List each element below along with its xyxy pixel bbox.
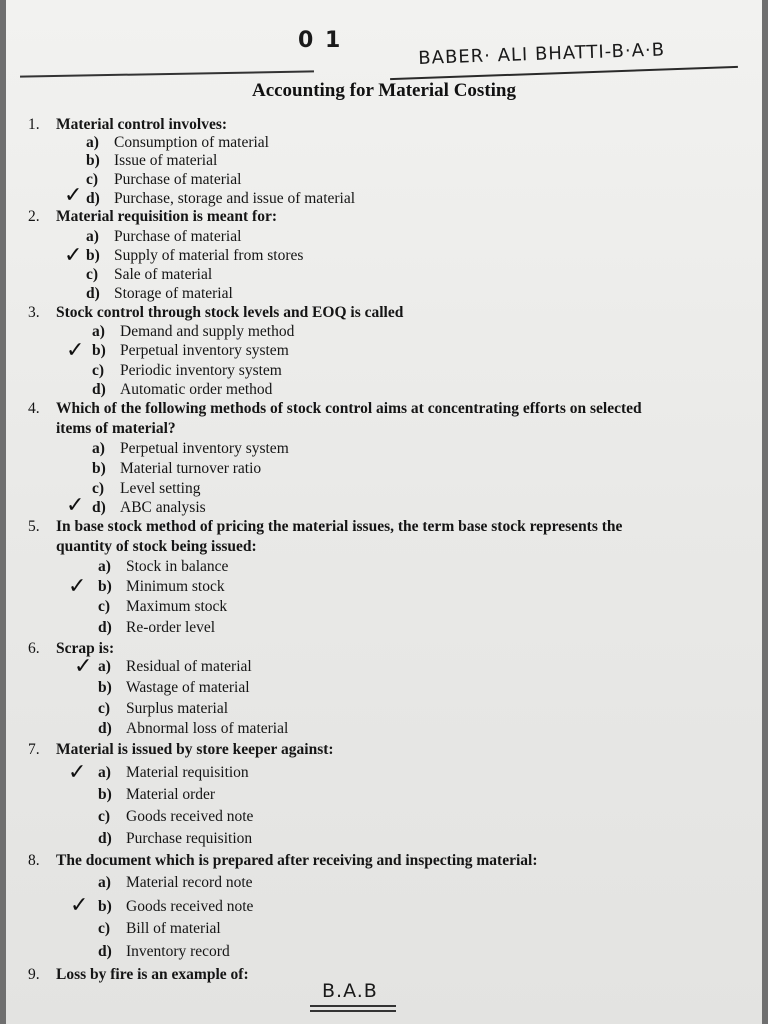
q3-tick-icon: ✓ <box>66 338 85 363</box>
q5-option-b: b) Minimum stock <box>98 578 225 595</box>
q6-option-c: c) Surplus material <box>98 700 229 717</box>
q5-tick-icon: ✓ <box>68 574 87 599</box>
q7-option-d: d) Purchase requisition <box>98 830 253 847</box>
handwritten-page-number: 0 1 <box>298 28 343 53</box>
q8-tick-icon: ✓ <box>70 893 89 918</box>
q5-option-a: a) Stock in balance <box>98 558 229 575</box>
q8-option-b: b) Goods received note <box>98 898 254 915</box>
question-2: 2. Material requisition is meant for: <box>28 208 277 225</box>
q8-option-a: a) Material record note <box>98 874 253 891</box>
scanned-page <box>6 0 762 1024</box>
q6-tick-icon: ✓ <box>74 654 93 679</box>
q1-tick-icon: ✓ <box>64 183 83 208</box>
question-7: 7. Material is issued by store keeper against: <box>28 741 334 758</box>
q5-option-d: d) Re-order level <box>98 619 216 636</box>
handwritten-signature: B.A.B <box>322 980 378 1002</box>
header-rule <box>20 70 314 77</box>
signature-underline <box>310 1005 396 1007</box>
handwritten-name: BABER· ALI BHATTI-B·A·B <box>418 39 666 69</box>
q2-tick-icon: ✓ <box>64 243 83 268</box>
q1-option-b: b) Issue of material <box>86 152 218 169</box>
question-9: 9. Loss by fire is an example of: <box>28 966 249 983</box>
q6-option-a: a) Residual of material <box>98 658 252 675</box>
q7-tick-icon: ✓ <box>68 760 87 785</box>
q2-option-d: d) Storage of material <box>86 285 233 302</box>
q7-option-c: c) Goods received note <box>98 808 254 825</box>
question-5: 5. In base stock method of pricing the material issues, the term base stock represents the <box>28 518 623 535</box>
q1-option-d: d) Purchase, storage and issue of material <box>86 190 356 207</box>
q5-option-c: c) Maximum stock <box>98 598 228 615</box>
question-8: 8. The document which is prepared after receiving and inspecting material: <box>28 852 538 869</box>
q2-option-a: a) Purchase of material <box>86 228 242 245</box>
question-4-cont: items of material? <box>56 420 176 437</box>
q4-option-c: c) Level setting <box>92 480 201 497</box>
q7-option-b: b) Material order <box>98 786 216 803</box>
q3-option-d: d) Automatic order method <box>92 381 273 398</box>
q1-option-a: a) Consumption of material <box>86 134 269 151</box>
q3-option-b: b) Perpetual inventory system <box>92 342 289 359</box>
q2-option-b: b) Supply of material from stores <box>86 247 304 264</box>
question-6: 6. Scrap is: <box>28 640 115 657</box>
question-5-cont: quantity of stock being issued: <box>56 538 257 555</box>
q4-tick-icon: ✓ <box>66 493 85 518</box>
question-3: 3. Stock control through stock levels and EOQ is called <box>28 304 404 321</box>
q8-option-d: d) Inventory record <box>98 943 230 960</box>
q2-option-c: c) Sale of material <box>86 266 213 283</box>
signature-underline-2 <box>310 1010 396 1012</box>
q6-option-b: b) Wastage of material <box>98 679 250 696</box>
q4-option-b: b) Material turnover ratio <box>92 460 262 477</box>
q3-option-a: a) Demand and supply method <box>92 323 295 340</box>
q1-option-c: c) Purchase of material <box>86 171 242 188</box>
question-4: 4. Which of the following methods of stock control aims at concentrating efforts on selected <box>28 400 642 417</box>
q4-option-a: a) Perpetual inventory system <box>92 440 289 457</box>
q8-option-c: c) Bill of material <box>98 920 221 937</box>
page-title: Accounting for Material Costing <box>251 80 517 101</box>
q3-option-c: c) Periodic inventory system <box>92 362 282 379</box>
question-1: 1. Material control involves: <box>28 116 228 133</box>
q4-option-d: d) ABC analysis <box>92 499 206 516</box>
q6-option-d: d) Abnormal loss of material <box>98 720 289 737</box>
q7-option-a: a) Material requisition <box>98 764 249 781</box>
